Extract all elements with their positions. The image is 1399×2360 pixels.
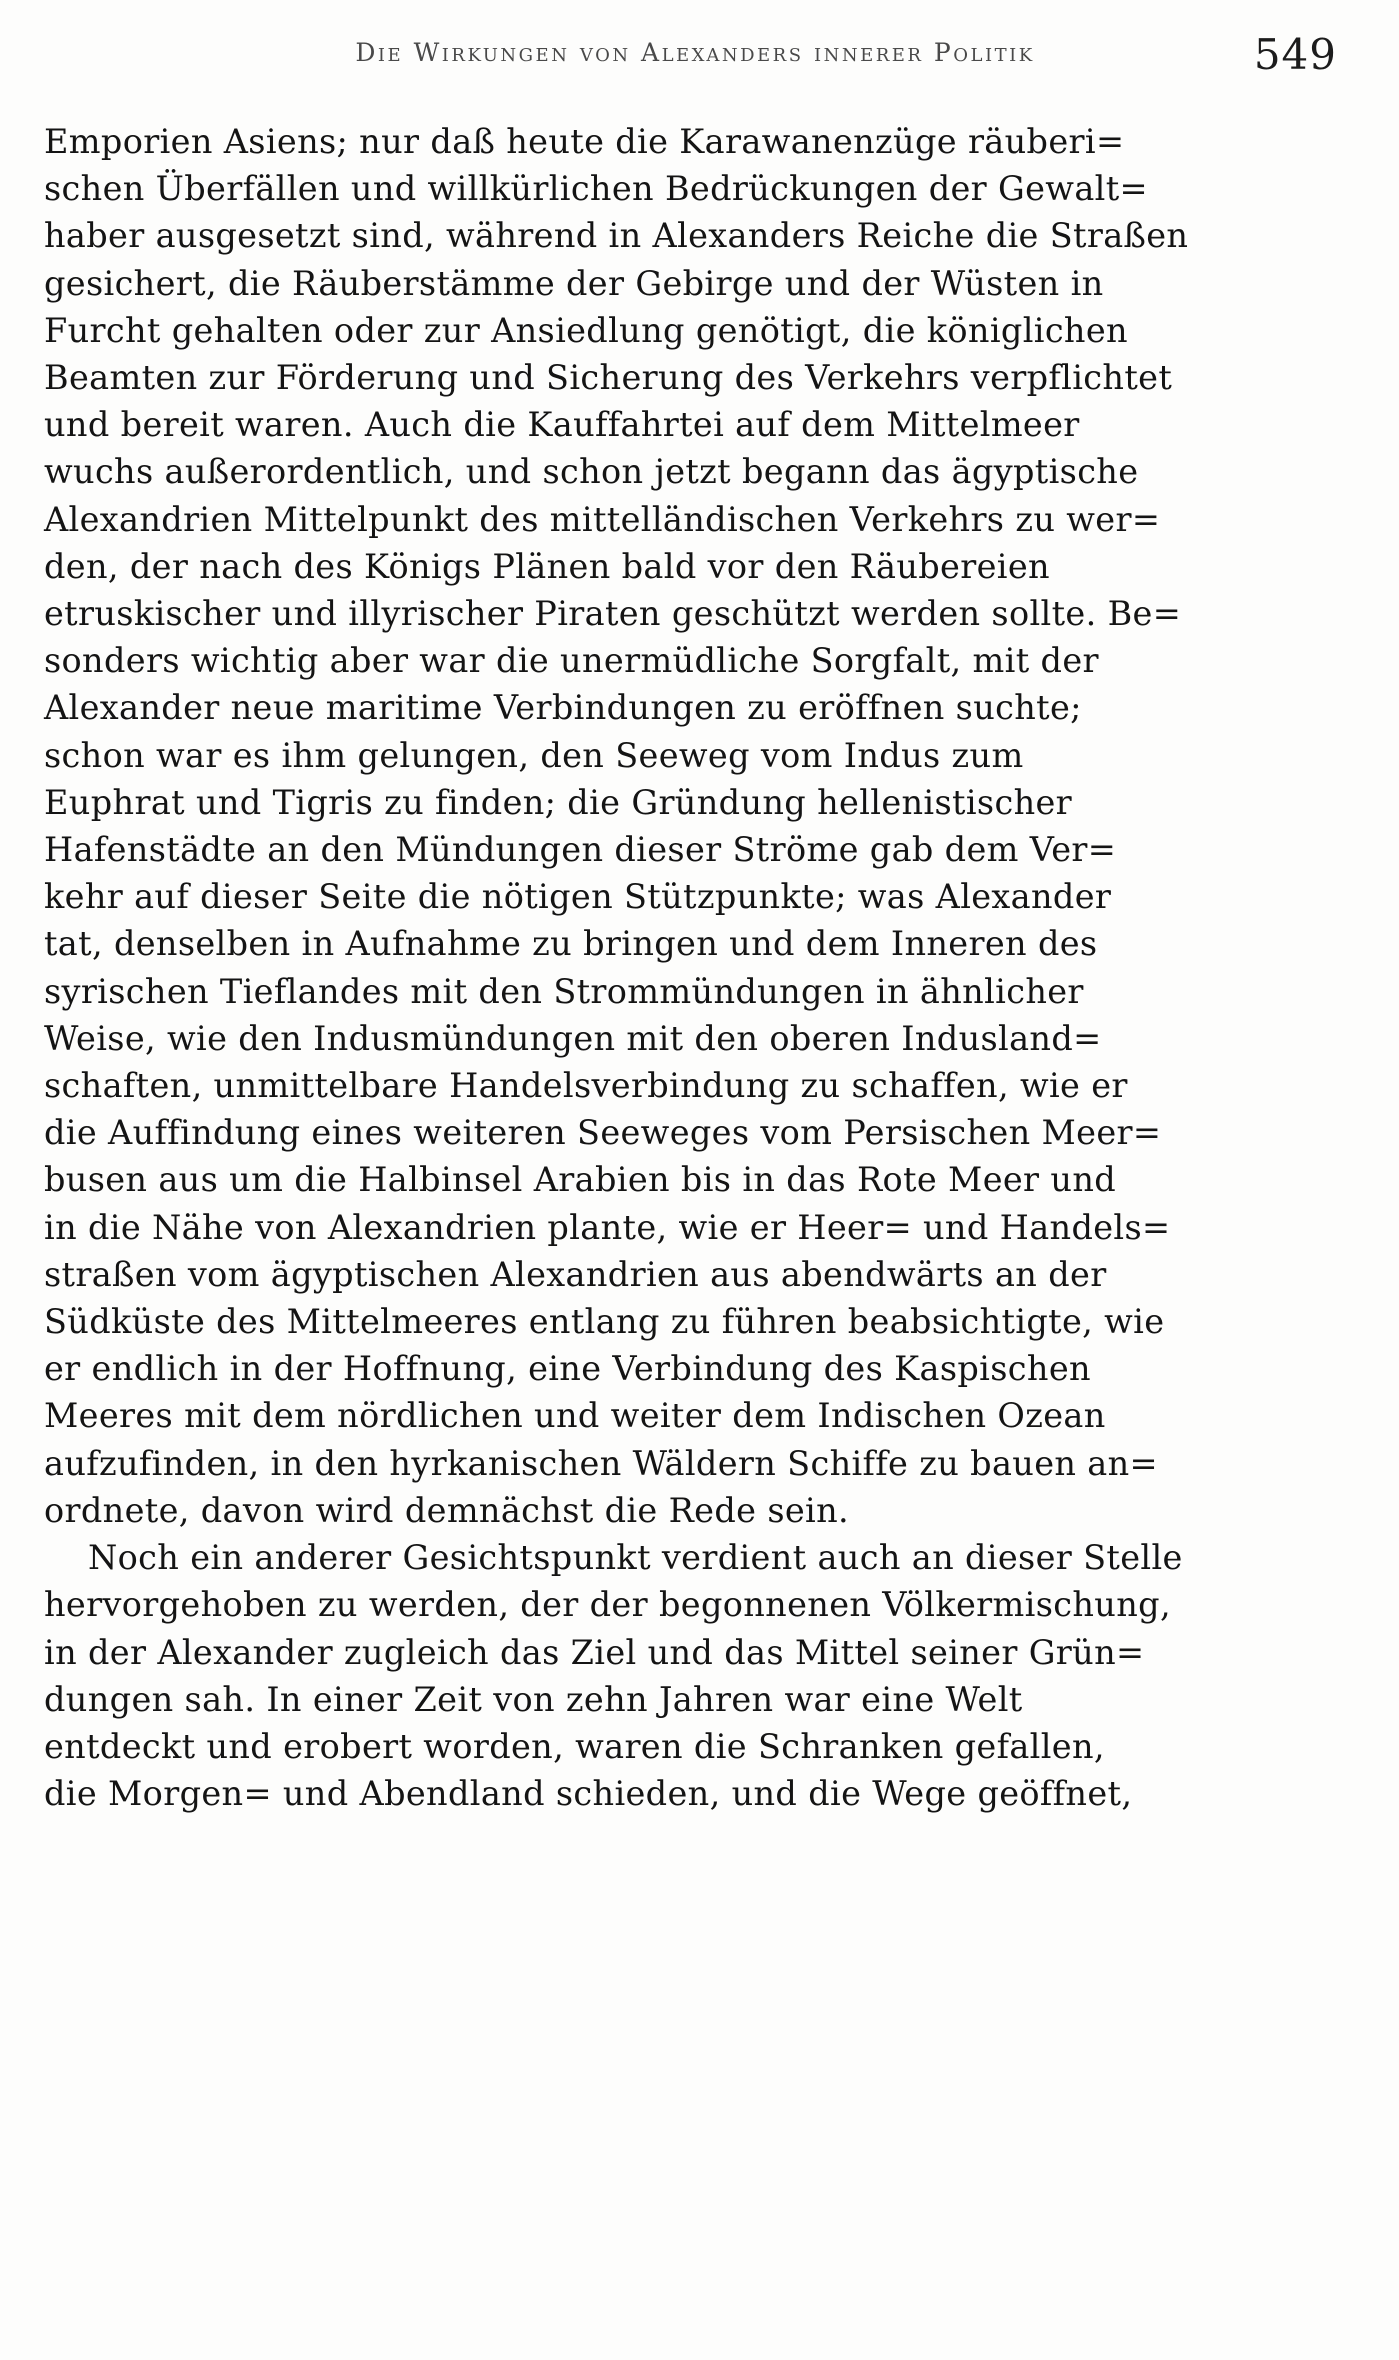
text-line: etruskischer und illyrischer Piraten geschützt werden sollte. Be= xyxy=(44,594,1182,634)
page-header xyxy=(0,30,1399,90)
paragraph xyxy=(44,118,1349,1534)
text-line: Südküste des Mittelmeeres entlang zu führen beabsichtigte, wie xyxy=(44,1302,1165,1342)
text-line: Emporien Asiens; nur daß heute die Karawanenzüge räuberi= xyxy=(44,122,1125,161)
text-line: haber ausgesetzt sind, während in Alexanders Reiche die Straßen xyxy=(44,216,1189,256)
running-head-title: Die Wirkungen von Alexanders innerer Politik xyxy=(355,38,1035,67)
text-line: die Auffindung eines weiteren Seeweges vom Persischen Meer= xyxy=(44,1113,1162,1153)
text-line: Beamten zur Förderung und Sicherung des Verkehrs verpflichtet xyxy=(44,358,1173,398)
text-line: Weise, wie den Indusmündungen mit den oberen Indusland= xyxy=(44,1018,1102,1058)
text-line: er endlich in der Hoffnung, eine Verbindung des Kaspischen xyxy=(44,1349,1091,1389)
text-line: kehr auf dieser Seite die nötigen Stützpunkte; was Alexander xyxy=(44,877,1112,917)
text-line: busen aus um die Halbinsel Arabien bis in das Rote Meer und xyxy=(44,1160,1117,1200)
text-line: tat, denselben in Aufnahme zu bringen und dem Inneren des xyxy=(44,924,1098,964)
text-line: schon war es ihm gelungen, den Seeweg vom Indus zum xyxy=(44,735,1024,775)
text-line: den, der nach des Königs Plänen bald vor den Räubereien xyxy=(44,546,1050,586)
text-line: Furcht gehalten oder zur Ansiedlung genötigt, die königlichen xyxy=(44,310,1128,350)
text-line: wuchs außerordentlich, und schon jetzt begann das ägyptische xyxy=(44,452,1139,492)
text-line: und bereit waren. Auch die Kauffahrtei auf dem Mittelmeer xyxy=(44,405,1080,445)
text-line: gesichert, die Räuberstämme der Gebirge und der Wüsten in xyxy=(44,263,1104,303)
text-line: in die Nähe von Alexandrien plante, wie er Heer= und Handels= xyxy=(44,1207,1171,1247)
text-line: hervorgehoben zu werden, der der begonnenen Völkermischung, xyxy=(44,1585,1171,1625)
text-line: schen Überfällen und willkürlichen Bedrückungen der Gewalt= xyxy=(44,169,1148,209)
page-number: 549 xyxy=(1253,30,1337,79)
paragraph xyxy=(44,1534,1349,1817)
text-line: ordnete, davon wird demnächst die Rede sein. xyxy=(44,1490,850,1530)
text-line: sonders wichtig aber war die unermüdliche Sorgfalt, mit der xyxy=(44,641,1099,681)
text-line: aufzufinden, in den hyrkanischen Wäldern Schiffe zu bauen an= xyxy=(44,1443,1158,1483)
text-line: Alexandrien Mittelpunkt des mittelländischen Verkehrs zu wer= xyxy=(44,499,1161,539)
text-line: in der Alexander zugleich das Ziel und das Mittel seiner Grün= xyxy=(44,1632,1145,1672)
text-line: syrischen Tieflandes mit den Strommündungen in ähnlicher xyxy=(44,971,1084,1011)
text-line: Euphrat und Tigris zu finden; die Gründung hellenistischer xyxy=(44,782,1073,822)
text-line: schaften, unmittelbare Handelsverbindung zu schaffen, wie er xyxy=(44,1066,1128,1106)
page-body xyxy=(44,118,1349,1817)
text-line: Hafenstädte an den Mündungen dieser Ströme gab dem Ver= xyxy=(44,830,1117,870)
text-line: Noch ein anderer Gesichtspunkt verdient auch an dieser Stelle xyxy=(88,1538,1183,1578)
text-line: dungen sah. In einer Zeit von zehn Jahren war eine Welt xyxy=(44,1679,1023,1719)
text-line: die Morgen= und Abendland schieden, und die Wege geöffnet, xyxy=(44,1774,1133,1814)
text-line: Alexander neue maritime Verbindungen zu eröffnen suchte; xyxy=(44,688,1082,728)
text-line: straßen vom ägyptischen Alexandrien aus abendwärts an der xyxy=(44,1254,1107,1294)
text-line: entdeckt und erobert worden, waren die Schranken gefallen, xyxy=(44,1726,1105,1766)
text-line: Meeres mit dem nördlichen und weiter dem Indischen Ozean xyxy=(44,1396,1106,1436)
